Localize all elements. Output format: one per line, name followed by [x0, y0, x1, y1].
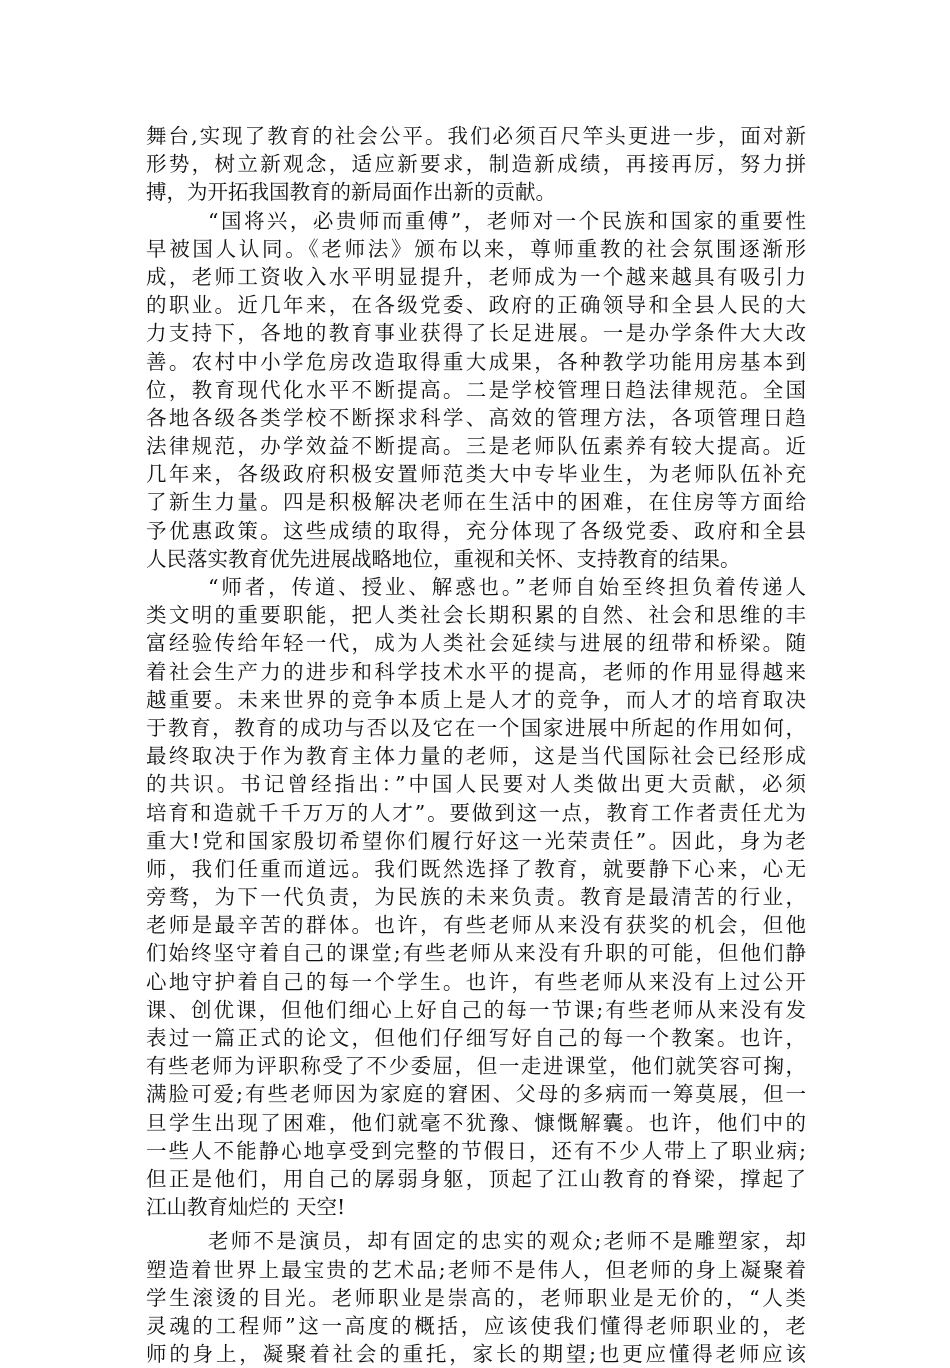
text-line: 力支持下，各地的教育事业获得了长足进展。一是办学条件大大改 — [146, 321, 806, 346]
text-line: 但正是他们，用自己的孱弱身躯，顶起了江山教育的脊梁，撑起了 — [146, 1166, 806, 1191]
text-line: 于教育，教育的成功与否以及它在一个国家进展中所起的作用如何， — [146, 715, 806, 740]
text-line: 越重要。未来世界的竞争本质上是人才的竞争，而人才的培育取决 — [146, 687, 806, 712]
text-line: 心地守护着自己的每一个学生。也许，有些老师从来没有上过公开 — [146, 969, 806, 994]
text-line: 善。农村中小学危房改造取得重大成果，各种教学功能用房基本到 — [146, 349, 806, 374]
text-line: 灵魂的工程师”这一高度的概括，应该使我们懂得老师职业的，老 — [146, 1313, 806, 1338]
text-line: 塑造着世界上最宝贵的艺术品;老师不是伟人，但老师的身上凝聚着 — [146, 1257, 806, 1282]
text-line: 旦学生出现了困难，他们就毫不犹豫、慷慨解囊。也许，他们中的 — [146, 1110, 806, 1135]
text-line: 江山教育灿烂的 天空! — [146, 1195, 346, 1220]
text-line: “国将兴，必贵师而重傅”，老师对一个民族和国家的重要性 — [208, 208, 806, 233]
paragraph-2 — [146, 207, 806, 573]
paragraph-1 — [146, 122, 806, 207]
text-line: 搏，为开拓我国教育的新局面作出新的贡献。 — [146, 180, 556, 205]
paragraph-3 — [146, 573, 806, 1221]
text-line: 位，教育现代化水平不断提高。二是学校管理日趋法律规范。全国 — [146, 377, 806, 402]
text-line: 表过一篇正式的论文，但他们仔细写好自己的每一个教案。也许， — [146, 1026, 806, 1050]
text-line: 一些人不能静心地享受到完整的节假日，还有不少人带上了职业病; — [146, 1138, 806, 1163]
text-line: 培育和造就千千万万的人才”。要做到这一点，教育工作者责任尤为 — [146, 800, 806, 825]
text-line: 人民落实教育优先进展战略地位，重视和关怀、支持教育的结果。 — [146, 546, 741, 571]
text-line: 师，我们任重而道远。我们既然选择了教育，就要静下心来，心无 — [146, 856, 806, 881]
document-page — [146, 122, 806, 1368]
text-line: 学生滚烫的目光。老师职业是崇高的，老师职业是无价的，“人类 — [146, 1285, 806, 1310]
text-line: 们始终坚守着自己的课堂;有些老师从来没有升职的可能，但他们静 — [146, 941, 806, 966]
text-line: 几年来，各级政府积极安置师范类大中专毕业生，为老师队伍补充 — [146, 462, 806, 487]
text-line: 形势，树立新观念，适应新要求，制造新成绩，再接再厉，努力拼 — [146, 152, 806, 177]
paragraph-4 — [146, 1227, 806, 1368]
text-line: 师的身上，凝聚着社会的重托，家长的期望;也更应懂得老师应该 — [146, 1342, 806, 1367]
text-line: 成，老师工资收入水平明显提升，老师成为一个越来越具有吸引力 — [146, 264, 806, 289]
text-line: “师者，传道、授业、解惑也。”老师自始至终担负着传递人 — [208, 575, 806, 599]
text-line: 最终取决于作为教育主体力量的老师，这是当代国际社会已经形成 — [146, 744, 806, 769]
text-line: 重大!党和国家殷切希望你们履行好这一光荣责任”。因此，身为老 — [146, 828, 806, 853]
text-line: 着社会生产力的进步和科学技术水平的提高，老师的作用显得越来 — [146, 659, 806, 684]
text-line: 老师是最辛苦的群体。也许，有些老师从来没有获奖的机会，但他 — [146, 913, 806, 938]
text-line: 予优惠政策。这些成绩的取得，充分体现了各级党委、政府和全县 — [146, 518, 806, 543]
text-line: 满脸可爱;有些老师因为家庭的窘困、父母的多病而一筹莫展，但一 — [146, 1082, 806, 1107]
text-line: 的共识。书记曾经指出：”中国人民要对人类做出更大贡献，必须 — [146, 772, 806, 797]
text-line: 了新生力量。四是积极解决老师在生活中的困难，在住房等方面给 — [146, 490, 806, 515]
text-line: 有些老师为评职称受了不少委屈，但一走进课堂，他们就笑容可掬， — [146, 1054, 806, 1079]
text-line: 早被国人认同。《老师法》颁布以来，尊师重教的社会氛围逐渐形 — [146, 236, 806, 261]
text-line: 法律规范，办学效益不断提高。三是老师队伍素养有较大提高。近 — [146, 434, 806, 459]
text-line: 富经验传给年轻一代，成为人类社会延续与进展的纽带和桥梁。随 — [146, 631, 806, 656]
text-line: 旁骛，为下一代负责，为民族的未来负责。教育是最清苦的行业， — [146, 885, 806, 910]
text-line: 的职业。近几年来，在各级党委、政府的正确领导和全县人民的大 — [146, 293, 806, 318]
text-line: 各地各级各类学校不断探求科学、高效的管理方法，各项管理日趋 — [146, 405, 806, 430]
text-line: 老师不是演员，却有固定的忠实的观众;老师不是雕塑家，却 — [208, 1229, 806, 1254]
text-line: 舞台,实现了教育的社会公平。我们必须百尺竿头更进一步，面对新 — [146, 124, 806, 148]
text-line: 类文明的重要职能，把人类社会长期积累的自然、社会和思维的丰 — [146, 603, 806, 628]
text-line: 课、创优课，但他们细心上好自己的每一节课;有些老师从来没有发 — [146, 997, 806, 1022]
